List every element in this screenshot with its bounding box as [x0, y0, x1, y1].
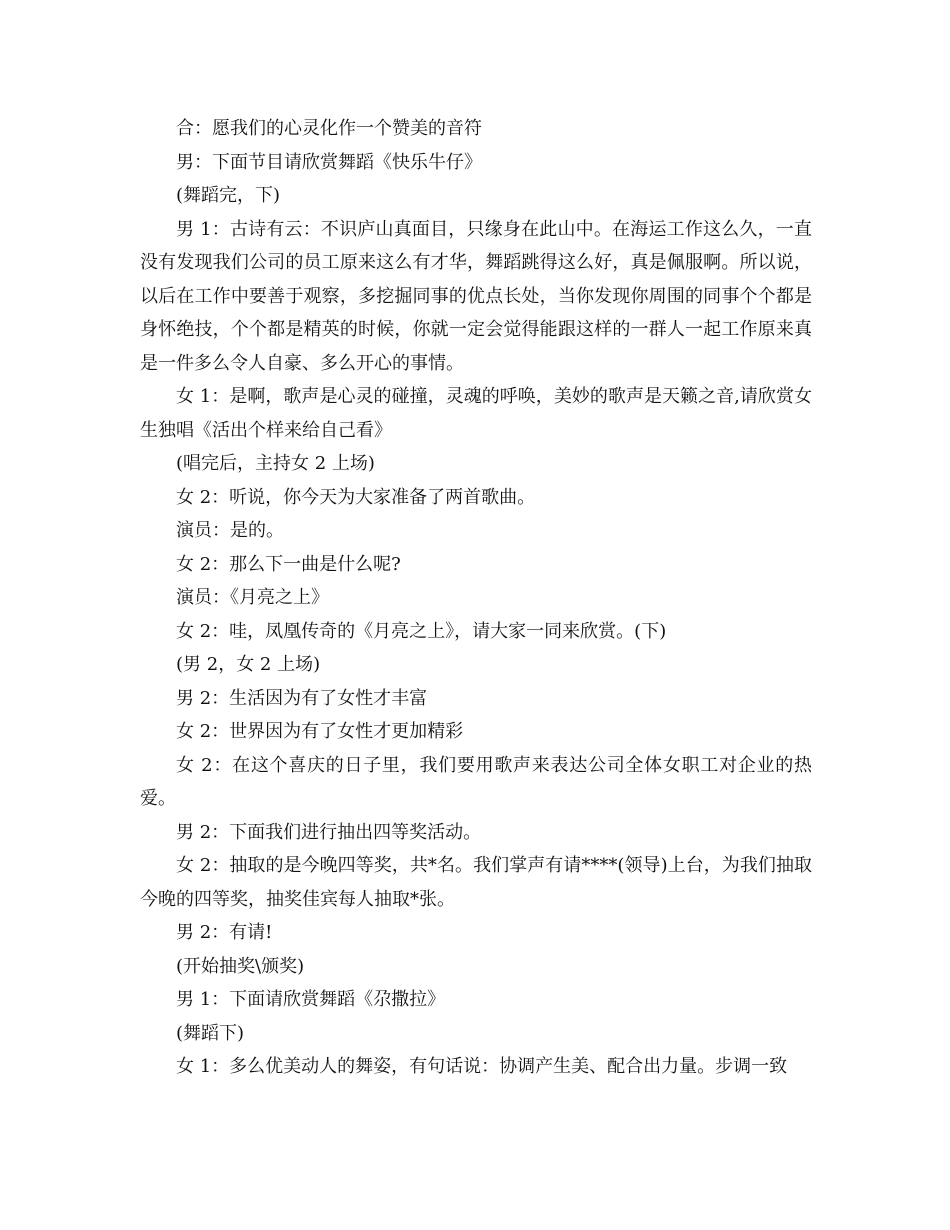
paragraph: 男 2：生活因为有了女性才丰富 [176, 687, 428, 709]
paragraph: 男 2：有请! [176, 922, 273, 943]
paragraph: 男 1：下面请欣赏舞蹈《尕撒拉》 [176, 989, 446, 1010]
paragraph: 男 2：下面我们进行抽出四等奖活动。 [176, 821, 482, 843]
paragraph: 女 1：是啊，歌声是心灵的碰撞，灵魂的呼唤，美妙的歌声是天籁之音,请欣赏女生独唱《活出个样来给自己看》 [140, 386, 812, 441]
paragraph: 男：下面节目请欣赏舞蹈《快乐牛仔》 [176, 151, 482, 173]
paragraph: 女 2：世界因为有了女性才更加精彩 [176, 721, 464, 742]
paragraph: (男 2，女 2 上场) [176, 654, 321, 675]
paragraph: 合：愿我们的心灵化作一个赞美的音符 [176, 118, 482, 139]
paragraph: 演员：《月亮之上》 [176, 587, 329, 608]
paragraph: 女 2：哇，凤凰传奇的《月亮之上》，请大家一同来欣赏。(下) [176, 620, 667, 642]
paragraph: 女 2：听说，你今天为大家准备了两首歌曲。 [176, 486, 536, 508]
document-body [140, 112, 812, 1084]
paragraph: 女 2：在这个喜庆的日子里，我们要用歌声来表达公司全体女职工对企业的热爱。 [140, 754, 812, 809]
paragraph: 演员：是的。 [176, 520, 284, 541]
paragraph: 男 1：古诗有云：不识庐山真面目，只缘身在此山中。在海运工作这么久，一直没有发现我们公司的员工原来这么有才华，舞蹈跳得这么好，真是佩服啊。所以说，以后在工作中要善于观察，多挖掘同事的优点长处，当你发现你周围的同事个个都是身怀绝技，个个都是精英的时候，你就一定会觉得能跟这样的一群人一起工作原来真是一件多么令人自豪、多么开心的事情。 [140, 218, 812, 374]
paragraph: (开始抽奖\颁奖) [176, 955, 305, 977]
paragraph: 女 1：多么优美动人的舞姿，有句话说：协调产生美、配合出力量。步调一致 [176, 1056, 788, 1077]
paragraph: (唱完后，主持女 2 上场) [176, 453, 375, 474]
paragraph: (舞蹈下) [176, 1022, 245, 1044]
paragraph: 女 2：那么下一曲是什么呢? [176, 553, 401, 575]
paragraph: (舞蹈完，下) [176, 185, 281, 206]
paragraph: 女 2：抽取的是今晚四等奖，共*名。我们掌声有请****(领导)上台，为我们抽取今晚的四等奖，抽奖佳宾每人抽取*张。 [140, 855, 812, 910]
